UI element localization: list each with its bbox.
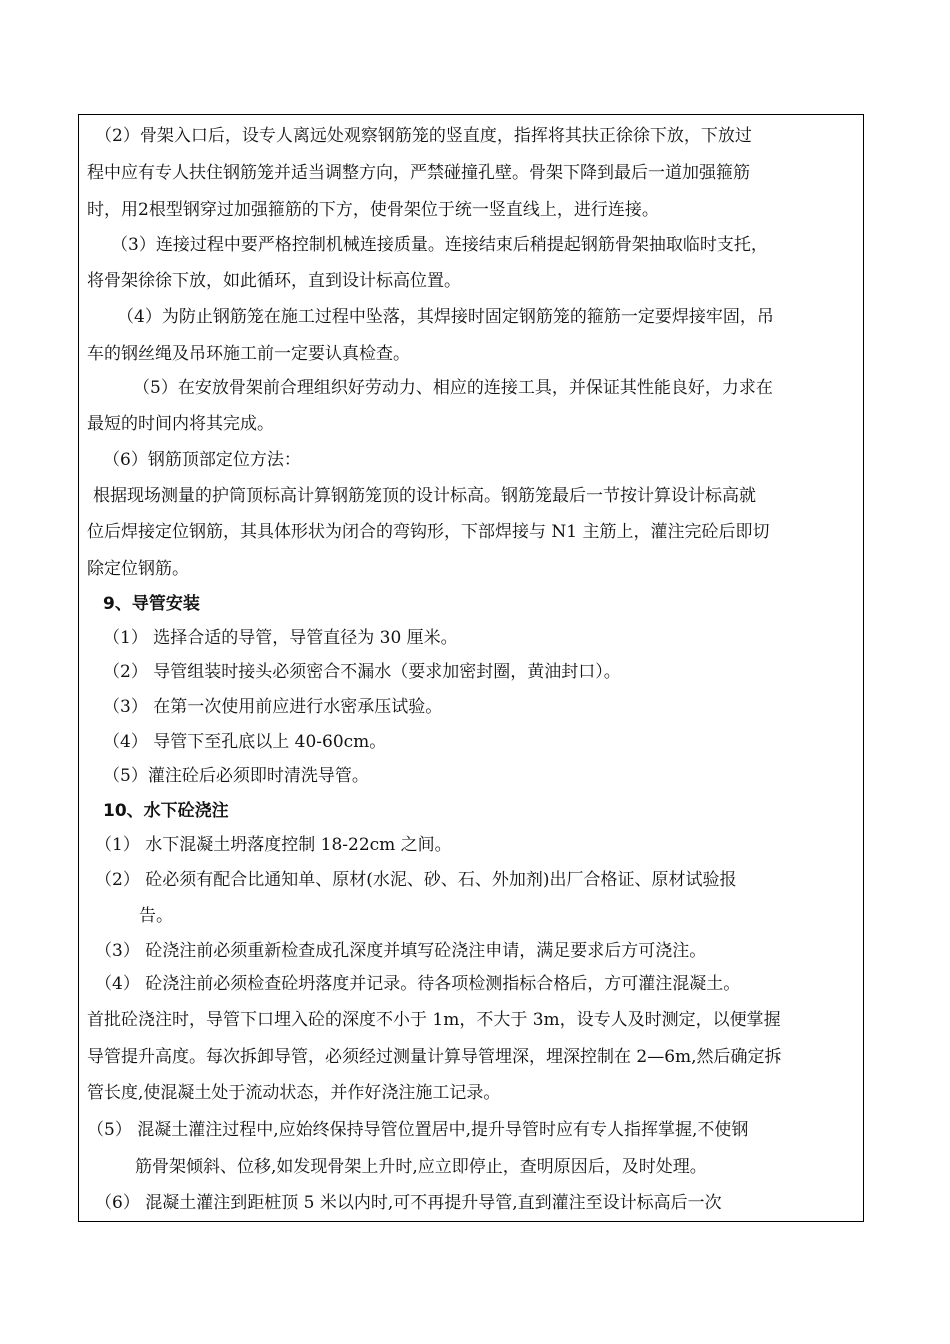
text-line: 首批砼浇注时，导管下口埋入砼的深度不小于 1m，不大于 3m，设专人及时测定，以便掌握 [87, 1010, 781, 1030]
text-line: （5）在安放骨架前合理组织好劳动力、相应的连接工具，并保证其性能良好，力求在 [133, 378, 773, 398]
text-line: 导管提升高度。每次拆卸导管，必须经过测量计算导管埋深，埋深控制在 2—6m,然后确定拆 [87, 1047, 782, 1067]
text-line: 将骨架徐徐下放，如此循环，直到设计标高位置。 [87, 271, 461, 291]
list-item: （4） 导管下至孔底以上 40-60cm。 [103, 732, 387, 752]
section-heading: 10、水下砼浇注 [103, 801, 229, 821]
text-line: 车的钢丝绳及吊环施工前一定要认真检查。 [87, 344, 410, 364]
list-item-continuation: 告。 [139, 906, 173, 926]
text-line: 管长度,使混凝土处于流动状态，并作好浇注施工记录。 [87, 1083, 501, 1103]
text-line: 根据现场测量的护筒顶标高计算钢筋笼顶的设计标高。钢筋笼最后一节按计算设计标高就 [93, 486, 756, 506]
section-heading: 9、导管安装 [103, 594, 200, 614]
text-line: 除定位钢筋。 [87, 559, 189, 579]
text-line: 最短的时间内将其完成。 [87, 414, 274, 434]
list-item-continuation: 筋骨架倾斜、位移,如发现骨架上升时,应立即停止，查明原因后，及时处理。 [135, 1157, 707, 1177]
list-item: （2） 导管组装时接头必须密合不漏水（要求加密封圈，黄油封口）。 [103, 662, 621, 682]
text-line: （2）骨架入口后，设专人离远处观察钢筋笼的竖直度，指挥将其扶正徐徐下放，下放过 [95, 126, 752, 146]
text-line: （3）连接过程中要严格控制机械连接质量。连接结束后稍提起钢筋骨架抽取临时支托， [111, 235, 768, 255]
text-line: 时，用2根型钢穿过加强箍筋的下方，使骨架位于统一竖直线上，进行连接。 [87, 200, 659, 220]
list-item: （3） 在第一次使用前应进行水密承压试验。 [103, 697, 443, 717]
text-line: 程中应有专人扶住钢筋笼并适当调整方向，严禁碰撞孔壁。骨架下降到最后一道加强箍筋 [87, 163, 750, 183]
list-item: （3） 砼浇注前必须重新检查成孔深度并填写砼浇注申请，满足要求后方可浇注。 [95, 941, 707, 961]
list-item: （1） 水下混凝土坍落度控制 18-22cm 之间。 [95, 835, 452, 855]
list-item: （5）灌注砼后必须即时清洗导管。 [103, 766, 369, 786]
list-item: （5） 混凝土灌注过程中,应始终保持导管位置居中,提升导管时应有专人指挥掌握,不使钢 [87, 1120, 749, 1140]
text-line: （4）为防止钢筋笼在施工过程中坠落，其焊接时固定钢筋笼的箍筋一定要焊接牢固，吊 [117, 307, 774, 327]
list-item: （1） 选择合适的导管，导管直径为 30 厘米。 [103, 628, 458, 648]
list-item: （2） 砼必须有配合比通知单、原材(水泥、砂、石、外加剂)出厂合格证、原材试验报 [95, 870, 737, 890]
list-item: （4） 砼浇注前必须检查砼坍落度并记录。待各项检测指标合格后，方可灌注混凝土。 [95, 974, 741, 994]
list-item: （6） 混凝土灌注到距桩顶 5 米以内时,可不再提升导管,直到灌注至设计标高后一次 [95, 1193, 722, 1213]
text-line: 位后焊接定位钢筋，其具体形状为闭合的弯钩形，下部焊接与 N1 主筋上，灌注完砼后即切 [87, 522, 770, 542]
text-line: （6）钢筋顶部定位方法： [103, 450, 301, 470]
